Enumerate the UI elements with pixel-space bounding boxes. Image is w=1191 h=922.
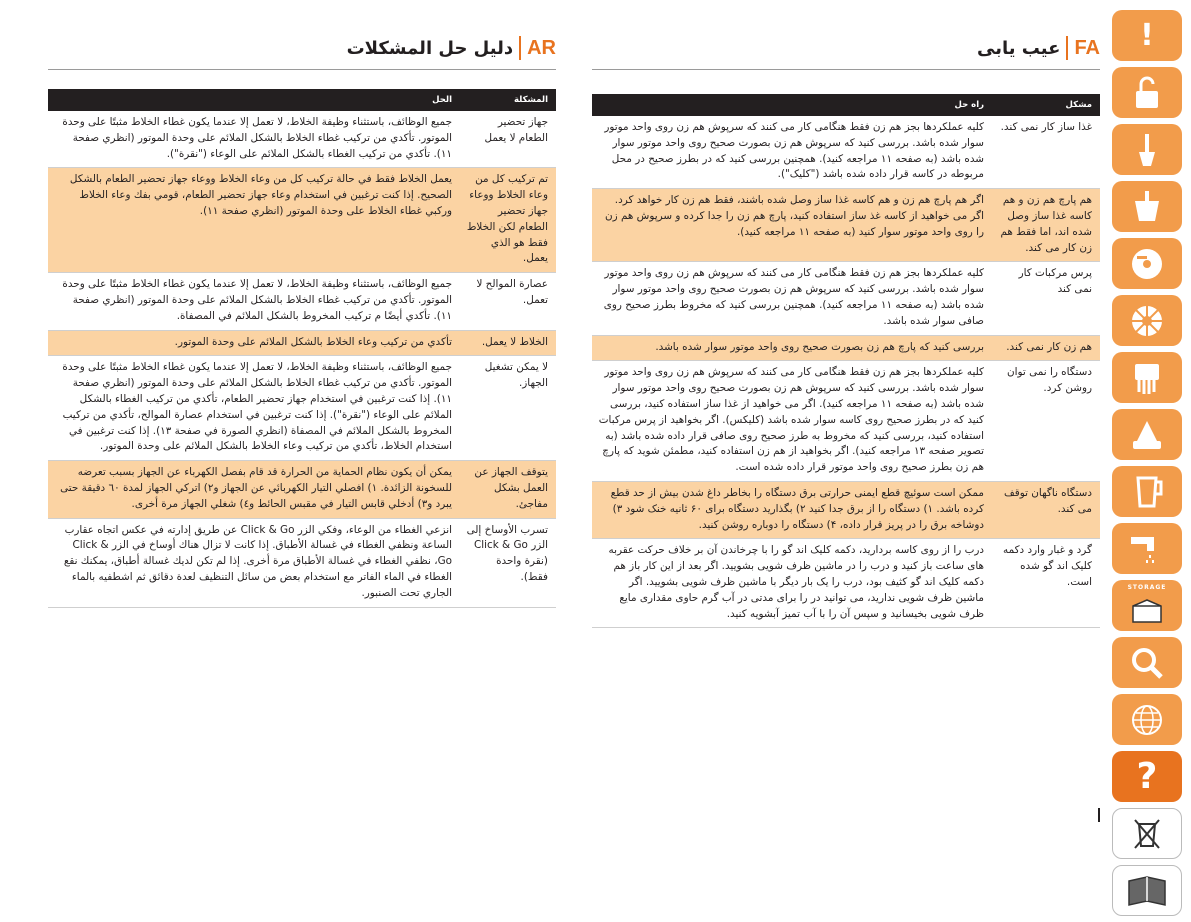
bowl-tab[interactable]	[1112, 181, 1182, 232]
page-title-fa: عیب یابی	[976, 37, 1061, 59]
citrus-press-icon	[1127, 415, 1167, 455]
table-row	[48, 461, 556, 518]
solution-cell: بررسی کنید که پارچ هم زن بصورت صحیح روی واحد موتور سوار شده باشد.	[592, 335, 992, 361]
open-book-icon	[1125, 871, 1169, 911]
table-row	[592, 335, 1100, 361]
question-mark-icon: ?	[1136, 755, 1158, 797]
guarantee-tab[interactable]	[1112, 694, 1182, 745]
disc-tab[interactable]	[1112, 238, 1182, 289]
troubleshooting-tab[interactable]	[1112, 751, 1182, 802]
solution-cell: اگر هم پارچ هم زن و هم کاسه غذا ساز وصل شده باشند، فقط هم زن کار خواهد کرد. اگر می خواهید از کاسه غذ ساز استفاده کنید، پارچ هم زن را جدا کرده و سرپوش هم زن را روی واحد موتور سوار کنید (به صفحه ۱۱ مراجعه کنید).	[592, 189, 992, 262]
solution-cell: يعمل الخلاط فقط في حالة تركيب كل من وعاء الخلاط ووعاء جهاز تحضير الطعام بالشكل الصحيح. إذا كنت ترغبين في استخدام وعاء جهاز تحضير الطعام، قومي بفك وعاء الخلاط وركبي غطاء الخلاط على وحدة الموتور (انظري صفحة ١١).	[48, 168, 460, 273]
table-row	[48, 518, 556, 607]
persian-header	[977, 36, 1100, 60]
problem-cell: دستگاه ناگهان توقف می کند.	[992, 481, 1100, 538]
table-row	[48, 273, 556, 330]
solution-cell: کلیه عملکردها بجز هم زن فقط هنگامی کار می کنند که سرپوش هم زن روی واحد موتور سوار شده باشد. بررسی کنید که سرپوش هم زن بصورت صحیح روی واحد موتور سوار شده باشد (به صفحه ۱۱ مراجعه کنید). همچنین بررسی کنید که مخروط بطرز صحیح روی صافی سوار شده باشد.	[592, 262, 992, 335]
solution-cell: ممکن است سوئیچ قطع ایمنی حرارتی برق دستگاه را بخاطر داغ شدن بیش از حد قطع کرده باشد. ۱) دستگاه را از برق جدا کنید ۲) بگذارید دستگاه برای ۶۰ ثانیه خنک شود ۳) دوشاخه برق را در پریز قرار داده، ۴) دستگاه را دوباره روشن کنید.	[592, 481, 992, 538]
table-row	[48, 111, 556, 168]
solution-cell: يمكن أن يكون نظام الحماية من الحرارة قد قام بفصل الكهرباء عن الجهاز بسبب تعرضه للسخونة الزائدة. ١) افصلي التيار الكهربائي عن الجهاز و٢) اتركي الجهاز لمدة ٦٠ دقيقة حتى يبرد و٣) أدخلي قابس التيار في مقبس الحائط و٤) شغلي الجهاز مرة أخرى.	[48, 461, 460, 518]
problem-cell: هم پارچ هم زن و هم کاسه غذا ساز وصل شده اند، اما فقط هم زن کار می کند.	[992, 189, 1100, 262]
section-tabs	[1112, 10, 1182, 922]
header-divider	[1066, 36, 1068, 60]
padlock-open-icon	[1127, 73, 1167, 113]
lang-code-ar: AR	[527, 36, 556, 59]
solution-cell: جميع الوظائف، باستثناء وظيفة الخلاط، لا تعمل إلا عندما يكون غطاء الخلاط مثبتًا على وحدة الموتور. تأكدي من تركيب غطاء الخلاط بالشكل الملائم على وحدة الموتور (انظري صفحة ١١). تأكدي أيضًا م تركيب المخروط بالشكل الملائم في المصفاة.	[48, 273, 460, 330]
table-row	[592, 361, 1100, 482]
cleaning-tab[interactable]	[1112, 523, 1182, 574]
col-header-solution: الحل	[48, 89, 460, 111]
slicing-disc-icon	[1127, 244, 1167, 284]
table-row	[592, 189, 1100, 262]
magnifier-icon	[1127, 643, 1167, 683]
problem-cell: لا يمكن تشغيل الجهاز.	[460, 356, 556, 461]
table-row	[592, 116, 1100, 189]
problem-cell: جهاز تحضير الطعام لا يعمل	[460, 111, 556, 168]
problem-cell: پرس مرکبات کار نمی کند	[992, 262, 1100, 335]
header-rule	[592, 69, 1100, 70]
recipes-tab[interactable]	[1112, 637, 1182, 688]
crossed-bin-icon	[1127, 814, 1167, 854]
knife-icon	[1127, 130, 1167, 170]
blender-tab[interactable]	[1112, 466, 1182, 517]
problem-cell: غذا ساز کار نمی کند.	[992, 116, 1100, 189]
table-row	[592, 539, 1100, 628]
blender-jug-icon	[1127, 472, 1167, 512]
storage-box-icon	[1127, 592, 1167, 628]
knife-tab[interactable]	[1112, 124, 1182, 175]
table-row	[48, 168, 556, 273]
problem-cell: يتوقف الجهاز عن العمل بشكل مفاجئ.	[460, 461, 556, 518]
page-marker	[1098, 808, 1100, 822]
solution-cell: درب را از روی کاسه بردارید، دکمه کلیک اند گو را با چرخاندن آن بر خلاف حرکت عقربه های ساعت باز کنید و درب را در ماشین ظرف شویی بشویید. اگر بعد از این کار باز هم دکمه کلیک اند گو کثیف بود، درب را یک بار دیگر با ماشین ظرف شویی بشویید. اگر ماشین ظرف شویی ندارید، می توانید در را برای مدتی در آب گرم حاوی مقداری مایع ظرف شویی بخیسانید و سپس آن را با آب تمیز آبشویه کنید.	[592, 539, 992, 628]
unpack-tab[interactable]	[1112, 67, 1182, 118]
table-row	[592, 481, 1100, 538]
manual-tab[interactable]	[1112, 865, 1182, 916]
exclamation-icon: !	[1140, 17, 1154, 53]
environment-tab[interactable]	[1112, 808, 1182, 859]
col-header-problem: المشكلة	[460, 89, 556, 111]
problem-cell: تم تركيب كل من وعاء الخلاط ووعاء جهاز تحضير الطعام لكن الخلاط فقط هو الذي يعمل.	[460, 168, 556, 273]
bowl-icon	[1127, 187, 1167, 227]
header-rule	[48, 69, 556, 70]
arabic-header	[347, 36, 556, 60]
problem-cell: عصارة الموالح لا تعمل.	[460, 273, 556, 330]
solution-cell: تأكدي من تركيب وعاء الخلاط بالشكل الملائم على وحدة الموتور.	[48, 330, 460, 356]
troubleshooting-table-ar	[48, 89, 556, 608]
solution-cell: جميع الوظائف، باستثناء وظيفة الخلاط، لا تعمل إلا عندما يكون غطاء الخلاط مثبتًا على وحدة الموتور. تأكدي من تركيب غطاء الخلاط بالشكل الملائم على وحدة الموتور (انظري صفحة ١١). تأكدي من تركيب الغطاء بالشكل الملائم على الوعاء ("نقرة").	[48, 111, 460, 168]
col-header-problem: مشکل	[992, 94, 1100, 116]
tap-icon	[1127, 529, 1167, 569]
whisk-icon	[1127, 358, 1167, 398]
problem-cell: دستگاه را نمی توان روشن کرد.	[992, 361, 1100, 482]
lang-code-fa: FA	[1074, 36, 1100, 59]
problem-cell: هم زن کار نمی کند.	[992, 335, 1100, 361]
col-header-solution: راه حل	[592, 94, 992, 116]
solution-cell: جميع الوظائف، باستثناء وظيفة الخلاط، لا تعمل إلا عندما يكون غطاء الخلاط مثبتًا على وحدة الموتور. تأكدي من تركيب غطاء الخلاط بالشكل الملائم على وحدة الموتور (انظري صفحة ١١). إذا كنت ترغبين في استخدام جهاز تحضير الطعام، تأكدي من تركيب الغطاء بالشكل الملائم على الوعاء ("نقرة"). إذا كنت ترغبين في استخدام عصارة الموالح، تأكدي من تركيب المخروط بالشكل الملائم في المصفاة (انظري الصورة في صفحة ١٣). إذا كنت ترغبين في استخدام الخلاط، تأكدي من تركيب وعاء الخلاط بالشكل الملائم على وحدة الموتور.	[48, 356, 460, 461]
storage-label: STORAGE	[1127, 584, 1167, 591]
whisk-tab[interactable]	[1112, 352, 1182, 403]
table-row	[48, 356, 556, 461]
problem-cell: الخلاط لا يعمل.	[460, 330, 556, 356]
troubleshooting-table-fa	[592, 94, 1100, 628]
grater-tab[interactable]	[1112, 295, 1182, 346]
problem-cell: گرد و غبار وارد دکمه کلیک اند گو شده است.	[992, 539, 1100, 628]
globe-guarantee-icon	[1125, 698, 1169, 742]
warning-tab[interactable]	[1112, 10, 1182, 61]
table-row	[592, 262, 1100, 335]
solution-cell: انزعي الغطاء من الوعاء، وفكي الزر Click & Go عن طريق إدارته في عكس اتجاه عقارب الساعة ونظفي الغطاء في غسالة الأطباق. إذا كانت لا تزال هناك أوساخ في الزر Click & Go، نظفي الغطاء في غسالة الأطباق مرة أخرى. إذا لم تكن لديك غسالة أطباق، يمكنك نقع الغطاء في الماء الفاتر مع استخدام بعض من سائل التنظيف لعدة دقائق ثم اشطفيه بالماء الجاري تحت الصنبور.	[48, 518, 460, 607]
table-row	[48, 330, 556, 356]
header-divider	[519, 36, 521, 60]
solution-cell: کلیه عملکردها بجز هم زن فقط هنگامی کار می کنند که سرپوش هم زن روی واحد موتور سوار شده باشد. بررسی کنید که سرپوش هم زن بصورت صحیح روی واحد موتور سوار شده باشد (به صفحه ۱۱ مراجعه کنید). همچنین بررسی کنید که در بطرز صحیح در محل مربوطه در کاسه قرار داده شده باشد ("کلیک").	[592, 116, 992, 189]
juicer-tab[interactable]	[1112, 409, 1182, 460]
storage-tab[interactable]	[1112, 580, 1182, 631]
solution-cell: کلیه عملکردها بجز هم زن فقط هنگامی کار می کنند که سرپوش هم زن روی واحد موتور سوار شده باشد. بررسی کنید که سرپوش هم زن بصورت صحیح روی واحد موتور سوار شده باشد (به صفحه ۱۱ مراجعه کنید). اگر می خواهید از غذا ساز استفاده کنید، بررسی کنید که در بطرز صحیح روی کاسه سوار شده باشد (کلیکس). اگر بخواهید از پرس مرکبات استفاده کنید، بررسی کنید که مخروط به طرز صحیح روی صافی قرار داده شده باشد (به تصویر صفحه ۱۳ مراجعه کنید). اگر بخواهید از هم زن استفاده کنید، مطمئن شوید که پارچ هم زن بطرز صحیح روی واحد موتور قرار داده شده است.	[592, 361, 992, 482]
problem-cell: تسرب الأوساخ إلى الزر Click & Go (نقرة واحدة فقط).	[460, 518, 556, 607]
page-title-ar: دليل حل المشكلات	[346, 37, 514, 59]
grater-disc-icon	[1127, 301, 1167, 341]
